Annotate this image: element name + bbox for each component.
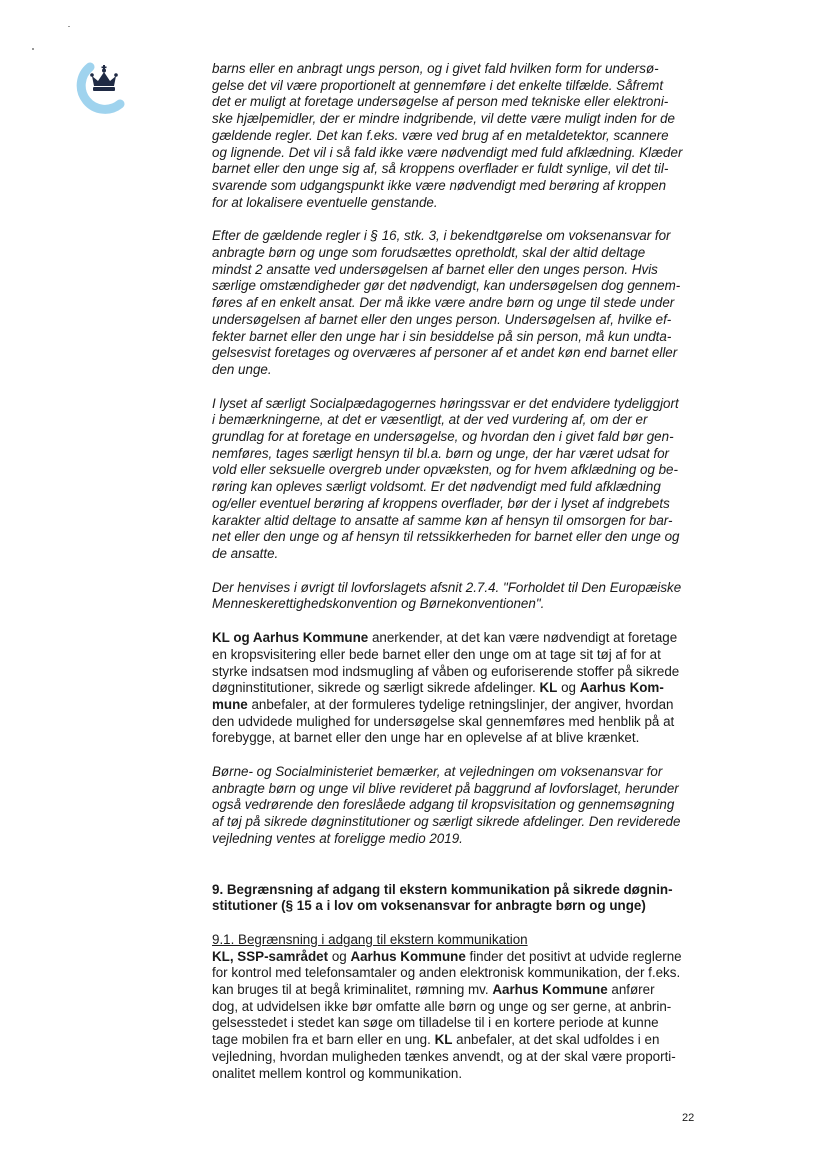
text-line [212,1032,698,1049]
text-line: stitutioner (§ 15 a i lov om voksenansvar for anbragte børn og unge) [212,898,646,914]
text-run: forebygge, at barnet eller den unge har en oplevelse af at blive krænket. [212,730,640,746]
danish-crown-logo-icon [76,58,132,114]
text-line [212,1049,698,1066]
text-line [212,647,698,664]
paragraph [212,396,698,563]
text-line: anbragte børn og unge som forudsættes opretholdt, skal der altid deltage [212,245,646,261]
text-line: nemføres, tages særligt hensyn til bl.a. børn og unge, der har været udsat for [212,445,669,461]
text-line: i bemærkningerne, at det er væsentligt, at der ved vurdering af, om der er [212,412,648,428]
text-run: den udvidede mulighed for undersøgelse skal gennemføres med henblik på at [212,713,675,729]
text-line [212,1015,698,1032]
text-run: styrke indsatsen mod indsmugling af våben og euforiserende stoffer på sikrede [212,663,680,679]
text-line: vejledning ventes at foreligge medio 2019. [212,830,463,846]
text-line [212,630,698,647]
text-run: gelsesstedet i stedet kan søge om tilladelse til i en kortere periode at kunne [212,1015,659,1031]
text-line: den unge. [212,361,272,377]
paragraph [212,764,698,848]
text-line: karakter altid deltage to ansatte af samme køn af hensyn til omsorgen for bar- [212,512,673,528]
text-line [212,680,698,697]
text-run: finder det positivt at udvide reglerne [465,948,682,964]
text-run: en kropsvisitering eller bede barnet eller den unge om at tage sit tøj af for at [212,646,661,662]
text-line: og lignende. Det vil i så fald ikke være nødvendigt med fuld afklædning. Klæder [212,144,683,160]
text-run: onalitet mellem kontrol og kommunikation. [212,1065,463,1081]
bold-entity: Aarhus Kommune [492,982,608,998]
text-line: og/eller eventuel berøring af kroppens overflader, bør der i lyset af indgrebets [212,495,670,511]
text-line [212,1066,698,1083]
text-line: barns eller en anbragt ungs person, og i givet fald hvilken form for undersø- [212,61,659,76]
text-run: og [557,680,580,696]
subsection-heading: 9.1. Begrænsning i adgang til ekstern kommunikation [212,931,528,947]
paragraph [212,580,698,613]
text-line: Børne- og Socialministeriet bemærker, at vejledningen om voksenansvar for [212,764,663,780]
section-heading [212,882,698,915]
text-run: anbefaler, at der formuleres tydelige retningslinjer, der angiver, hvordan [247,696,674,712]
text-line: barnet eller den unge sig af, så kroppens overflader er fuldt synlige, vil det til- [212,161,669,177]
text-run: døgninstitutioner, sikrede og særligt sikrede afdelinger. [212,680,540,696]
bold-entity: KL og Aarhus Kommune [212,630,369,646]
text-run: anbefaler, at det skal udfoldes i en [452,1032,660,1048]
text-line: svarende som udgangspunkt ikke være nødvendigt med berøring af kroppen [212,177,667,193]
text-run: anerkender, at det kan være nødvendigt at foretage [368,630,678,646]
text-run: og [328,948,351,964]
text-line: fekter barnet eller den unge har i sin besiddelse på sin person, må kun undta- [212,328,672,344]
paragraph [212,228,698,378]
text-line: Efter de gældende regler i § 16, stk. 3, i bekendtgørelse om voksenansvar for [212,228,671,244]
text-line: mindst 2 ansatte ved undersøgelsen af barnet eller den unges person. Hvis [212,261,658,277]
text-line: for at lokalisere eventuelle genstande. [212,194,438,210]
bold-entity: mune [212,696,248,712]
text-line: vold eller seksuelle overgreb under opvæksten, og for hvem afklædning og be- [212,462,678,478]
scan-speck [32,48,34,50]
text-line: også vedrørende den foreslåede adgang til kropsvisitation og gennemsøgning [212,797,675,813]
text-line: ske hjælpemidler, der er mindre indgribende, vil dette være muligt inden for de [212,111,675,127]
bold-entity: KL, SSP-samrådet [212,948,329,964]
paragraph [212,949,698,1083]
bold-entity: KL [539,680,558,696]
text-line: anbragte børn og unge vil blive revideret på baggrund af lovforslaget, herunder [212,780,679,796]
paragraph [212,630,698,747]
text-line [212,664,698,681]
text-run: dog, at udvidelsen ikke bør omfatte alle børn og unge og ser gerne, at anbrin- [212,998,672,1014]
text-line: gelsesvist foretages og overværes af personer af et andet køn end barnet eller [212,345,678,361]
text-line: 9. Begrænsning af adgang til ekstern kommunikation på sikrede døgnin- [212,881,673,897]
text-line: grundlag for at foretage en undersøgelse, og hvordan den i givet fald bør gen- [212,429,674,445]
text-run: for kontrol med telefonsamtaler og anden elektronisk kommunikation, der f.eks. [212,965,681,981]
text-line: af tøj på sikrede døgninstitutioner og særligt sikrede afdelinger. Den reviderede [212,814,681,830]
page-number: 22 [682,1112,695,1124]
text-line [212,714,698,731]
paragraph [212,61,698,211]
text-line [212,965,698,982]
text-line: Menneskerettighedskonvention og Børnekonventionen". [212,596,545,612]
text-line: røring kan opleves særligt voldsomt. Er det nødvendigt med fuld afklædning [212,479,661,495]
bold-entity: Aarhus Kom- [579,680,664,696]
text-run: kan bruges til at begå kriminalitet, rømning mv. [212,982,493,998]
text-line: Der henvises i øvrigt til lovforslagets afsnit 2.7.4. "Forholdet til Den Europæiske [212,579,682,595]
scan-speck [68,26,70,27]
text-line: særlige omstændigheder gør det nødvendigt, kan undersøgelsen dog gennem- [212,278,681,294]
text-line: de ansatte. [212,545,279,561]
text-line [212,999,698,1016]
text-line [212,730,698,747]
text-line: I lyset af særligt Socialpædagogernes høringssvar er det endvidere tydeliggjort [212,395,679,411]
document-body [212,61,698,1082]
text-line: det er muligt at foretage undersøgelse af person med tekniske eller elektroni- [212,94,669,110]
text-line: føres af en enkelt ansat. Der må ikke være andre børn og unge til stede under [212,295,675,311]
bold-entity: Aarhus Kommune [350,948,466,964]
bold-entity: KL [434,1032,453,1048]
text-line: net eller den unge og af hensyn til retssikkerheden for barnet eller den unge og [212,529,680,545]
text-line: gældende regler. Det kan f.eks. være ved brug af en metaldetektor, scannere [212,127,669,143]
text-line [212,697,698,714]
text-run: vejledning, hvordan muligheden tænkes anvendt, og at der skal være proporti- [212,1048,676,1064]
text-line: gelse det vil være proportionelt at gennemføre i det enkelte tilfælde. Såfremt [212,77,664,93]
text-line [212,949,698,966]
text-line [212,982,698,999]
text-run: anfører [607,982,655,998]
text-line: undersøgelsen af barnet eller den unges person. Undersøgelsen af, hvilke ef- [212,311,672,327]
text-run: tage mobilen fra et barn eller en ung. [212,1032,435,1048]
